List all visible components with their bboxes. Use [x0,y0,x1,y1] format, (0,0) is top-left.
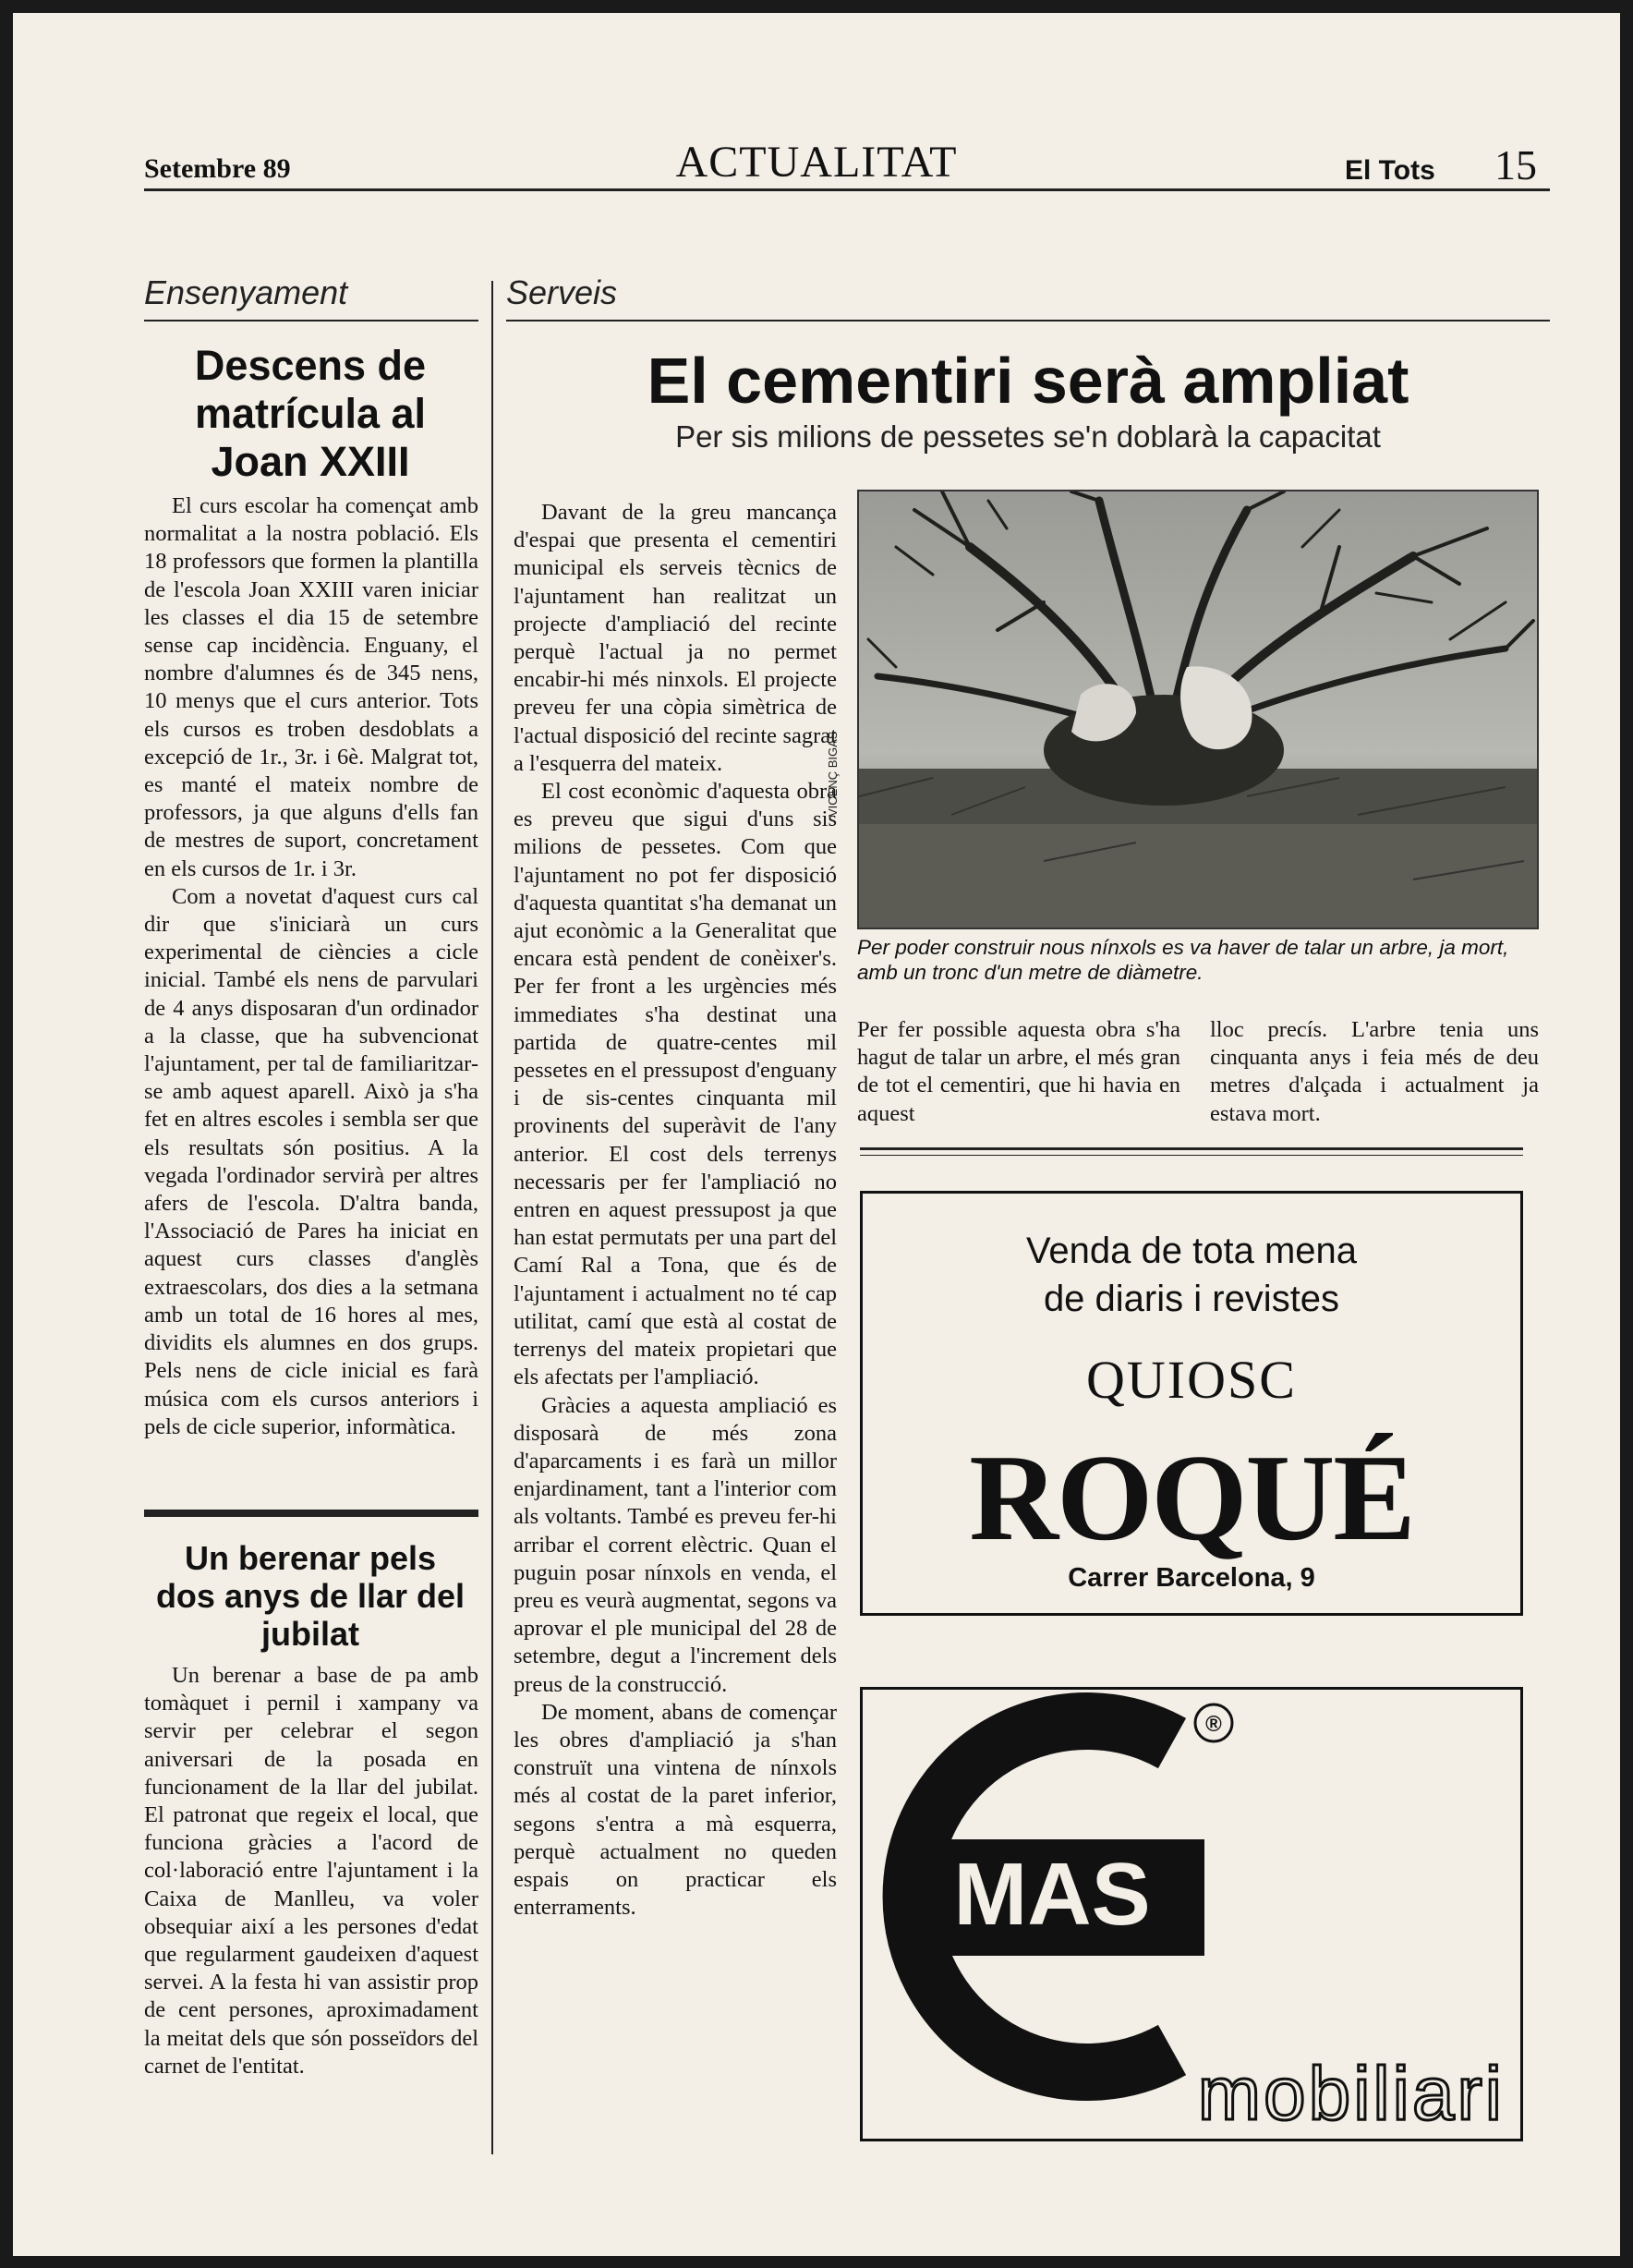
article2-paragraph: Un berenar a base de pa amb tomàquet i pernil i xampany va servir per celebrar el segon aniversari de la posada en funcionament de la llar del jubilat. El patronat que regeix el local, que funciona gràcies a l'acord de col·laboració entre l'ajuntament i la Caixa de Manlleu, va voler obsequiar així a les persones d'edat que regularment gaudeixen d'aquest servei. A la festa hi van assistir prop de cent persones, aproximadament la meitat dels que són posseïdors del carnet de l'entitat. [144,1663,478,2079]
main-paragraph: Davant de la greu mancança d'espai que presenta el cementiri municipal els serveis tècnics de l'ajuntament han realitzat un projecte d'ampliació del recinte perquè l'actual ja no permet encabir-hi més ninxols. El projecte preveu fer una còpia simètrica de l'actual disposició del recinte sagrat a l'esquerra del mateix. [514,500,837,776]
mas-brand-text: MAS [953,1845,1151,1944]
ad-tagline-line2: de diaris i revistes [1043,1279,1340,1319]
mas-tagline-text: mobiliari [1197,2052,1505,2136]
main-article-body [514,499,837,1922]
ad-separator-top [860,1147,1523,1150]
mas-mobiliari-ad [860,1687,1523,2141]
issue-date: Setembre 89 [144,153,291,184]
main-paragraph: Gràcies a aquesta ampliació es disposarà de més zona d'aparcaments i es farà un millor enjardinament, tant a l'interior com als voltants. També es preveu fer-hi arribar el corrent elèctric. Quan el puguin posar nínxols en venda, el preu es veurà augmentat, segons va aprovar el ple municipal del 28 de setembre, degut a l'increment dels preus de la construcció. [514,1392,837,1697]
ad-separator-bottom [860,1155,1523,1156]
article1-paragraph: El curs escolar ha començat amb normalitat a la nostra població. Els 18 professors que formen la plantilla de l'escola Joan XXIII varen iniciar les classes el dia 15 de setembre sense cap incidència. Enguany, el nombre d'alumnes és de 345 nens, 10 menys que el curs anterior. Tots els cursos es troben desdoblats a excepció de 1r., 3r. i 6è. Malgrat tot, es manté el mateix nombre de professors, ja que alguns d'ells fan de mestres de suport, concretament en els cursos de 1r. i 3r. [144,493,478,881]
publication-name: El Tots [1345,155,1435,186]
main-paragraph: De moment, abans de començar les obres d'ampliació ja s'han construït una vintena de nínxols més al costat de la paret inferior, segons s'entra a mà esquerra, perquè actualment no queden espais on practicar els enterraments. [514,1699,837,1921]
page-number: 15 [1494,141,1537,188]
main-headline: El cementiri serà ampliat [647,345,1409,417]
main-kicker-rule [506,320,1550,321]
dead-tree-image [859,491,1537,928]
header-rule [144,188,1550,191]
section-title: ACTUALITAT [675,138,958,187]
ad-quiosc-label: QUIOSC [1086,1350,1297,1410]
newspaper-page [13,13,1620,2256]
left-article-separator [144,1510,478,1517]
cemetery-tree-photo [857,490,1539,929]
photo-text-left [857,1016,1180,1128]
left-kicker-rule [144,320,478,321]
quiosc-roque-ad [860,1191,1523,1616]
photo-text-paragraph: lloc precís. L'arbre tenia uns cinquanta anys i feia més de deu metres d'alçada i actualment ja estava mort. [1210,1017,1539,1126]
article1-headline: Descens de matrícula al Joan XXIII [194,342,427,485]
ad-tagline-line1: Venda de tota mena [1025,1231,1358,1271]
ad-roque-name: ROQUÉ [969,1429,1414,1566]
column-divider [491,281,493,2154]
article2-body [144,1662,478,2080]
photo-text-right [1210,1016,1539,1128]
left-kicker: Ensenyament [144,273,348,311]
photo-text-paragraph: Per fer possible aquesta obra s'ha hagut de talar un arbre, el més gran de tot el cementiri, que hi havia en aquest [857,1017,1180,1126]
article1-paragraph: Com a novetat d'aquest curs cal dir que s'iniciarà un curs experimental de ciències a cicle inicial. També els nens de parvulari de 4 anys disposaran d'un ordinador a la classe, que ha subvencionat l'ajuntament, per tal de familiaritzar-se amb aquest aparell. Això ja s'ha fet en altres escoles i sembla ser que els resultats són positius. A la vegada l'ordinador servirà per altres afers de l'escola. D'altra banda, l'Associació de Pares ha iniciat en aquest curs classes d'anglès extraescolars, dos dies a la setmana amb un total de 16 hores al mes, dividits els alumnes en dos grups. Pels nens de cicle inicial es farà música com els cursos anteriors i pels de cicle superior, informàtica. [144,883,478,1439]
photo-credit: VICENÇ BIGAS [826,731,840,817]
main-kicker: Serveis [506,273,618,311]
mas-logo [863,1690,1520,2139]
main-subheadline: Per sis milions de pessetes se'n doblarà la capacitat [675,419,1381,454]
article2-headline: Un berenar pels dos anys de llar del jubilat [155,1539,466,1653]
ad-tagline [863,1227,1520,1323]
ad-address: Carrer Barcelona, 9 [1068,1563,1315,1593]
photo-caption: Per poder construir nous nínxols es va haver de talar un arbre, ja mort, amb un tronc d'un metre de diàmetre. [857,936,1509,984]
main-paragraph: El cost econòmic d'aquesta obra es preveu que sigui d'uns sis milions de pessetes. Com que l'ajuntament no pot fer disposició d'aquesta quantitat s'ha demanat un ajut econòmic a la Generalitat que encara està pendent de conèixer's. Per fer front a les urgències més immediates s'ha destinat una partida de quatre-centes mil pessetes en el pressupost d'enguany i de sis-centes cinquanta mil provinents del superàvit de l'any anterior. El cost dels terrenys necessaris per fer l'ampliació no entren en aquest pressupost ja que han estat permutats per una part del Camí Ral a Tona, que és de l'ajuntament i actualment no té cap utilitat, camí que està al costat de terrenys del mateix propietari que els afectats per l'ampliació. [514,779,837,1390]
article1-body [144,492,478,1441]
registered-mark-icon: ® [1205,1712,1222,1737]
